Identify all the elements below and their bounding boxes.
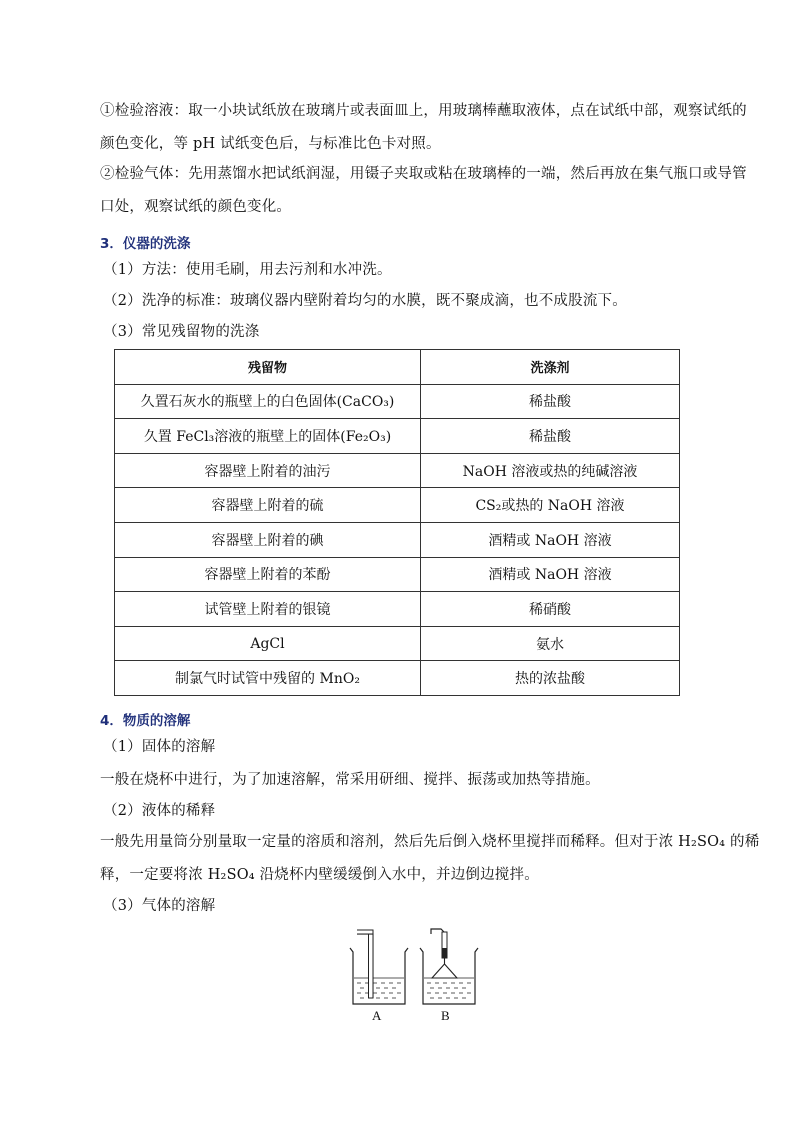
table-row	[115, 453, 680, 488]
beaker-a	[350, 930, 408, 1004]
paragraph-test-solution-line2: 颜色变化，等 pH 试纸变色后，与标准比色卡对照。	[100, 136, 441, 152]
solid-dissolving-text: 一般在烧杯中进行，为了加速溶解，常采用研细、搅拌、振荡或加热等措施。	[100, 772, 600, 788]
residue-cell: AgCl	[115, 626, 421, 661]
residue-washing-table	[114, 349, 680, 696]
table-row	[115, 384, 680, 419]
gas-dissolving-title: （3）气体的溶解	[103, 898, 216, 914]
table-row	[115, 661, 680, 696]
paragraph-test-gas-line2: 口处，观察试纸的颜色变化。	[100, 199, 292, 215]
table-row	[115, 626, 680, 661]
residue-cell: 容器壁上附着的硫	[115, 488, 421, 523]
table-row	[115, 419, 680, 454]
residue-cell: 制氯气时试管中残留的 MnO₂	[115, 661, 421, 696]
liquid-dilution-title: （2）液体的稀释	[103, 803, 216, 819]
figure-label-b: B	[441, 1008, 450, 1023]
residue-cell: 容器壁上附着的油污	[115, 453, 421, 488]
liquid-dilution-text-line2: 释，一定要将浓 H₂SO₄ 沿烧杯内壁缓缓倒入水中，并边倒边搅拌。	[100, 867, 539, 883]
detergent-cell: 稀盐酸	[421, 419, 680, 454]
header-residue: 残留物	[115, 350, 421, 385]
residue-cell: 试管壁上附着的银镜	[115, 592, 421, 627]
solid-dissolving-title: （1）固体的溶解	[103, 739, 216, 755]
detergent-cell: 热的浓盐酸	[421, 661, 680, 696]
header-detergent: 洗涤剂	[421, 350, 680, 385]
table-row	[115, 488, 680, 523]
residue-cell: 久置 FeCl₃溶液的瓶壁上的固体(Fe₂O₃)	[115, 419, 421, 454]
table-row	[115, 557, 680, 592]
table-row	[115, 522, 680, 557]
detergent-cell: 酒精或 NaOH 溶液	[421, 522, 680, 557]
residue-cell: 容器壁上附着的碘	[115, 522, 421, 557]
paragraph-test-gas-line1: ②检验气体：先用蒸馏水把试纸润湿，用镊子夹取或粘在玻璃棒的一端，然后再放在集气瓶口或导管	[100, 166, 747, 182]
beaker-b	[420, 929, 478, 1004]
detergent-cell: 氨水	[421, 626, 680, 661]
table-header-row	[115, 350, 680, 385]
detergent-cell: CS₂或热的 NaOH 溶液	[421, 488, 680, 523]
residue-cell: 久置石灰水的瓶壁上的白色固体(CaCO₃)	[115, 384, 421, 419]
washing-method: （1）方法：使用毛刷，用去污剂和水冲洗。	[103, 262, 392, 278]
detergent-cell: 稀硝酸	[421, 592, 680, 627]
detergent-cell: 稀盐酸	[421, 384, 680, 419]
figure-label-a: A	[372, 1008, 382, 1023]
paragraph-test-solution-line1: ①检验溶液：取一小块试纸放在玻璃片或表面皿上，用玻璃棒蘸取液体，点在试纸中部，观察试纸的	[100, 103, 747, 119]
section-heading-dissolving: 4．物质的溶解	[100, 713, 191, 729]
liquid-dilution-text-line1: 一般先用量筒分别量取一定量的溶质和溶剂，然后先后倒入烧杯里搅拌而稀释。但对于浓 H₂SO₄ 的稀	[100, 834, 760, 850]
washing-standard: （2）洗净的标准：玻璃仪器内壁附着均匀的水膜，既不聚成滴，也不成股流下。	[103, 293, 627, 309]
gas-dissolving-figure	[345, 926, 485, 1011]
detergent-cell: 酒精或 NaOH 溶液	[421, 557, 680, 592]
table-row	[115, 592, 680, 627]
washing-residue-title: （3）常见残留物的洗涤	[103, 324, 260, 340]
detergent-cell: NaOH 溶液或热的纯碱溶液	[421, 453, 680, 488]
residue-cell: 容器壁上附着的苯酚	[115, 557, 421, 592]
section-heading-washing: 3．仪器的洗涤	[100, 236, 191, 252]
